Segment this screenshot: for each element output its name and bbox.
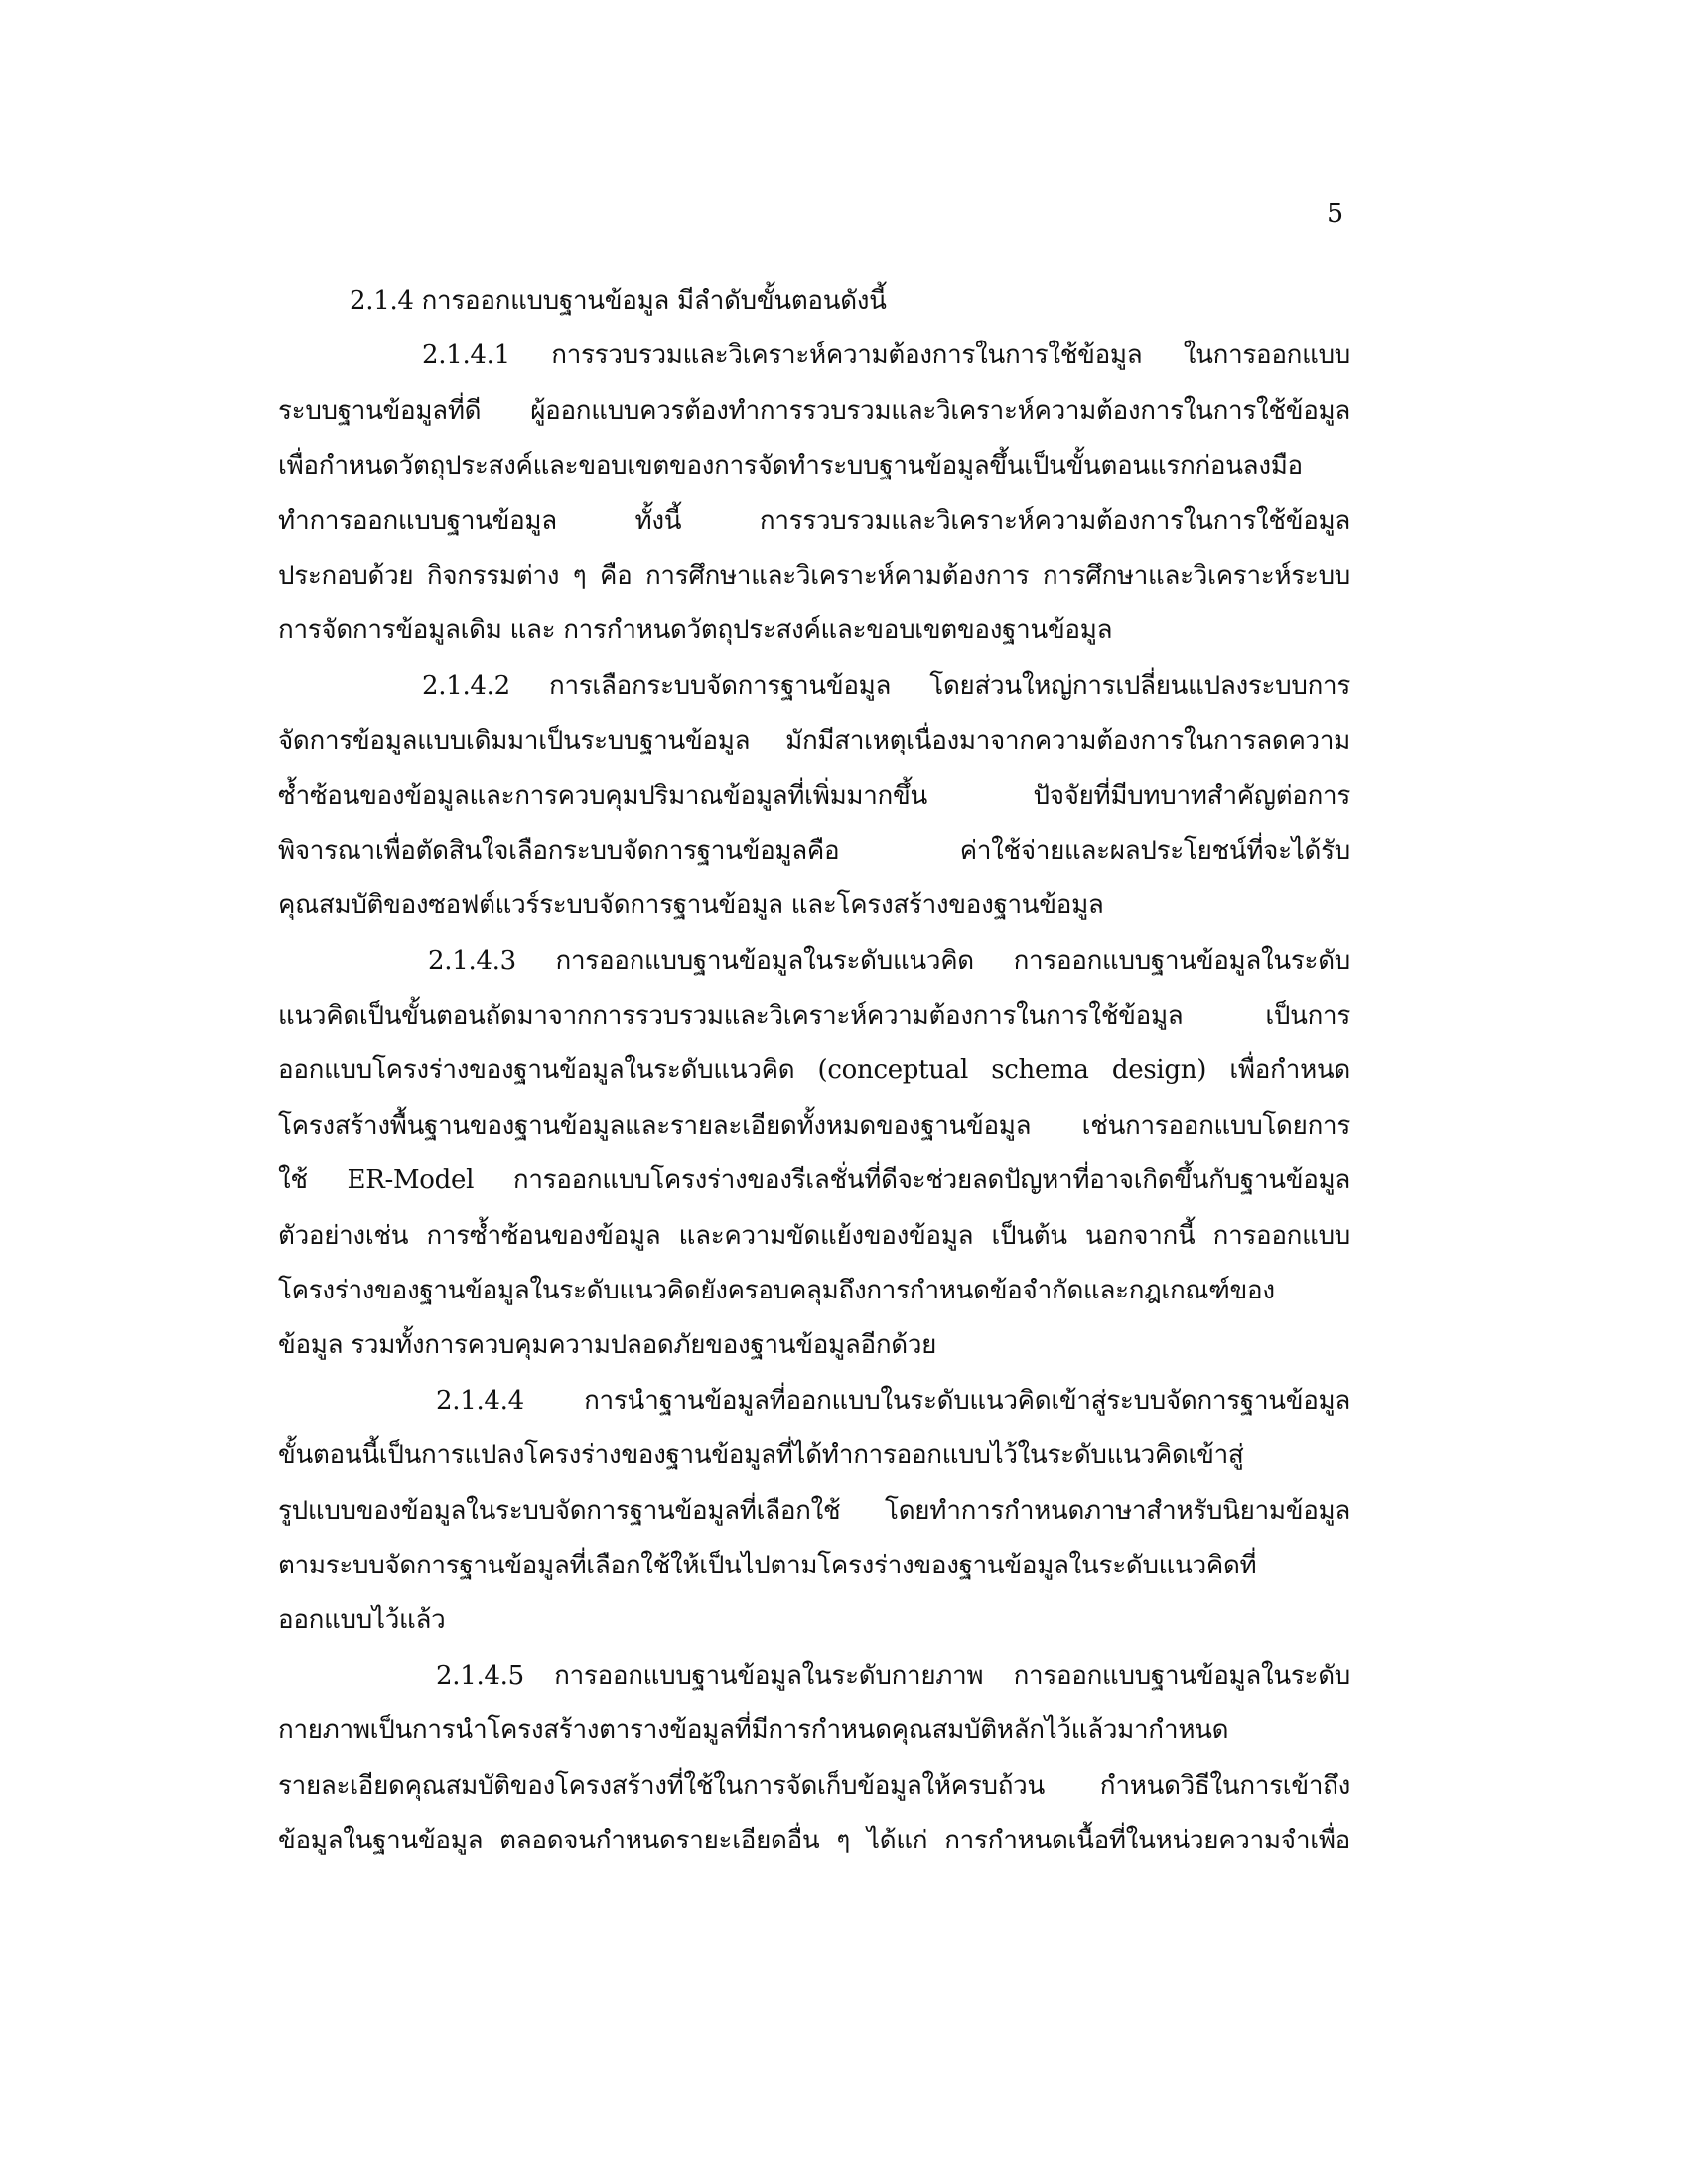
paragraph-line: ใช้ ER-Model การออกแบบโครงร่างของรีเลชั่นที่ดีจะช่วยลดปัญหาที่อาจเกิดขึ้นกับฐานข้อมูล: [278, 1165, 1350, 1196]
paragraph-line: ทำการออกแบบฐานข้อมูล ทั้งนี้ การรวบรวมและวิเคราะห์ความต้องการในการใช้ข้อมูล: [278, 505, 1350, 536]
paragraph-line: 2.1.4.3 การออกแบบฐานข้อมูลในระดับแนวคิด การออกแบบฐานข้อมูลในระดับ: [428, 945, 1350, 976]
paragraph-2-1-4-2: [278, 659, 1350, 934]
paragraph-2-1-4-1: [278, 329, 1350, 658]
paragraph-line: ตัวอย่างเช่น การซ้ำซ้อนของข้อมูล และความขัดแย้งของข้อมูล เป็นต้น นอกจากนี้ การออกแบบ: [278, 1220, 1350, 1251]
paragraph-line: ตามระบบจัดการฐานข้อมูลที่เลือกใช้ให้เป็นไปตามโครงร่างของฐานข้อมูลในระดับแนวคิดที่: [278, 1550, 1257, 1580]
paragraph-line: โครงสร้างพื้นฐานของฐานข้อมูลและรายละเอียดทั้งหมดของฐานข้อมูล เช่นการออกแบบโดยการ: [278, 1110, 1350, 1141]
paragraph-line: โครงร่างของฐานข้อมูลในระดับแนวคิดยังครอบคลุมถึงการกำหนดข้อจำกัดและกฎเกณฑ์ของ: [278, 1276, 1275, 1306]
paragraph-line: ข้อมูล รวมทั้งการควบคุมความปลอดภัยของฐานข้อมูลอีกด้วย: [278, 1330, 937, 1361]
paragraph-line: ข้อมูลในฐานข้อมูล ตลอดจนกำหนดรายะเอียดอื่น ๆ ได้แก่ การกำหนดเนื้อที่ในหน่วยความจำเพื่อ: [278, 1825, 1350, 1855]
paragraph-line: ประกอบด้วย กิจกรรมต่าง ๆ คือ การศึกษาและวิเคราะห์คามต้องการ การศึกษาและวิเคราะห์ระบบ: [278, 560, 1350, 591]
paragraph-line: การจัดการข้อมูลเดิม และ การกำหนดวัตถุประสงค์และขอบเขตของฐานข้อมูล: [278, 615, 1113, 646]
paragraph-line: แนวคิดเป็นขั้นตอนถัดมาจากการรวบรวมและวิเคราะห์ความต้องการในการใช้ข้อมูล เป็นการ: [278, 1001, 1350, 1031]
paragraph-line: กายภาพเป็นการนำโครงสร้างตารางข้อมูลที่มีการกำหนดคุณสมบัติหลักไว้แล้วมากำหนด: [278, 1715, 1229, 1746]
paragraph-2-1-4-5: [278, 1649, 1350, 1869]
paragraph-line: ขั้นตอนนี้เป็นการแปลงโครงร่างของฐานข้อมูลที่ได้ทำการออกแบบไว้ในระดับแนวคิดเข้าสู่: [278, 1440, 1244, 1471]
paragraph-line: ซ้ำซ้อนของข้อมูลและการควบคุมปริมาณข้อมูลที่เพิ่มมากขึ้น ปัจจัยที่มีบทบาทสำคัญต่อการ: [278, 780, 1350, 811]
paragraph-line: ออกแบบโครงร่างของฐานข้อมูลในระดับแนวคิด (conceptual schema design) เพื่อกำหนด: [278, 1055, 1350, 1086]
paragraph-line: ระบบฐานข้อมูลที่ดี ผู้ออกแบบควรต้องทำการรวบรวมและวิเคราะห์ความต้องการในการใช้ข้อมูล: [278, 395, 1350, 426]
paragraph-line: 2.1.4.5 การออกแบบฐานข้อมูลในระดับกายภาพ การออกแบบฐานข้อมูลในระดับ: [436, 1660, 1350, 1691]
paragraph-line: รายละเอียดคุณสมบัติของโครงสร้างที่ใช้ในการจัดเก็บข้อมูลให้ครบถ้วน กำหนดวิธีในการเข้าถึง: [278, 1770, 1350, 1801]
document-body: [278, 274, 1350, 1868]
paragraph-2-1-4-4: [278, 1374, 1350, 1649]
paragraph-line: รูปแบบของข้อมูลในระบบจัดการฐานข้อมูลที่เลือกใช้ โดยทำการกำหนดภาษาสำหรับนิยามข้อมูล: [278, 1495, 1350, 1526]
section-heading: 2.1.4 การออกแบบฐานข้อมูล มีลำดับขั้นตอนดังนี้: [350, 286, 887, 316]
paragraph-line: พิจารณาเพื่อตัดสินใจเลือกระบบจัดการฐานข้อมูลคือ ค่าใช้จ่ายและผลประโยชน์ที่จะได้รับ: [278, 835, 1350, 866]
paragraph-2-1-4-3: [278, 934, 1350, 1374]
paragraph-line: 2.1.4.1 การรวบรวมและวิเคราะห์ความต้องการในการใช้ข้อมูล ในการออกแบบ: [422, 341, 1350, 371]
paragraph-line: เพื่อกำหนดวัตถุประสงค์และขอบเขตของการจัดทำระบบฐานข้อมูลขึ้นเป็นขั้นตอนแรกก่อนลงมือ: [278, 451, 1303, 481]
paragraph-line: 2.1.4.4 การนำฐานข้อมูลที่ออกแบบในระดับแนวคิดเข้าสู่ระบบจัดการฐานข้อมูล: [436, 1385, 1350, 1416]
paragraph-line: 2.1.4.2 การเลือกระบบจัดการฐานข้อมูล โดยส่วนใหญ่การเปลี่ยนแปลงระบบการ: [422, 670, 1350, 701]
paragraph-line: คุณสมบัติของซอฟต์แวร์ระบบจัดการฐานข้อมูล และโครงสร้างของฐานข้อมูล: [278, 890, 1104, 921]
paragraph-line: จัดการข้อมูลแบบเดิมมาเป็นระบบฐานข้อมูล มักมีสาเหตุเนื่องมาจากความต้องการในการลดความ: [278, 726, 1350, 756]
paragraph-line: ออกแบบไว้แล้ว: [278, 1605, 446, 1636]
page-number: 5: [1327, 199, 1344, 229]
